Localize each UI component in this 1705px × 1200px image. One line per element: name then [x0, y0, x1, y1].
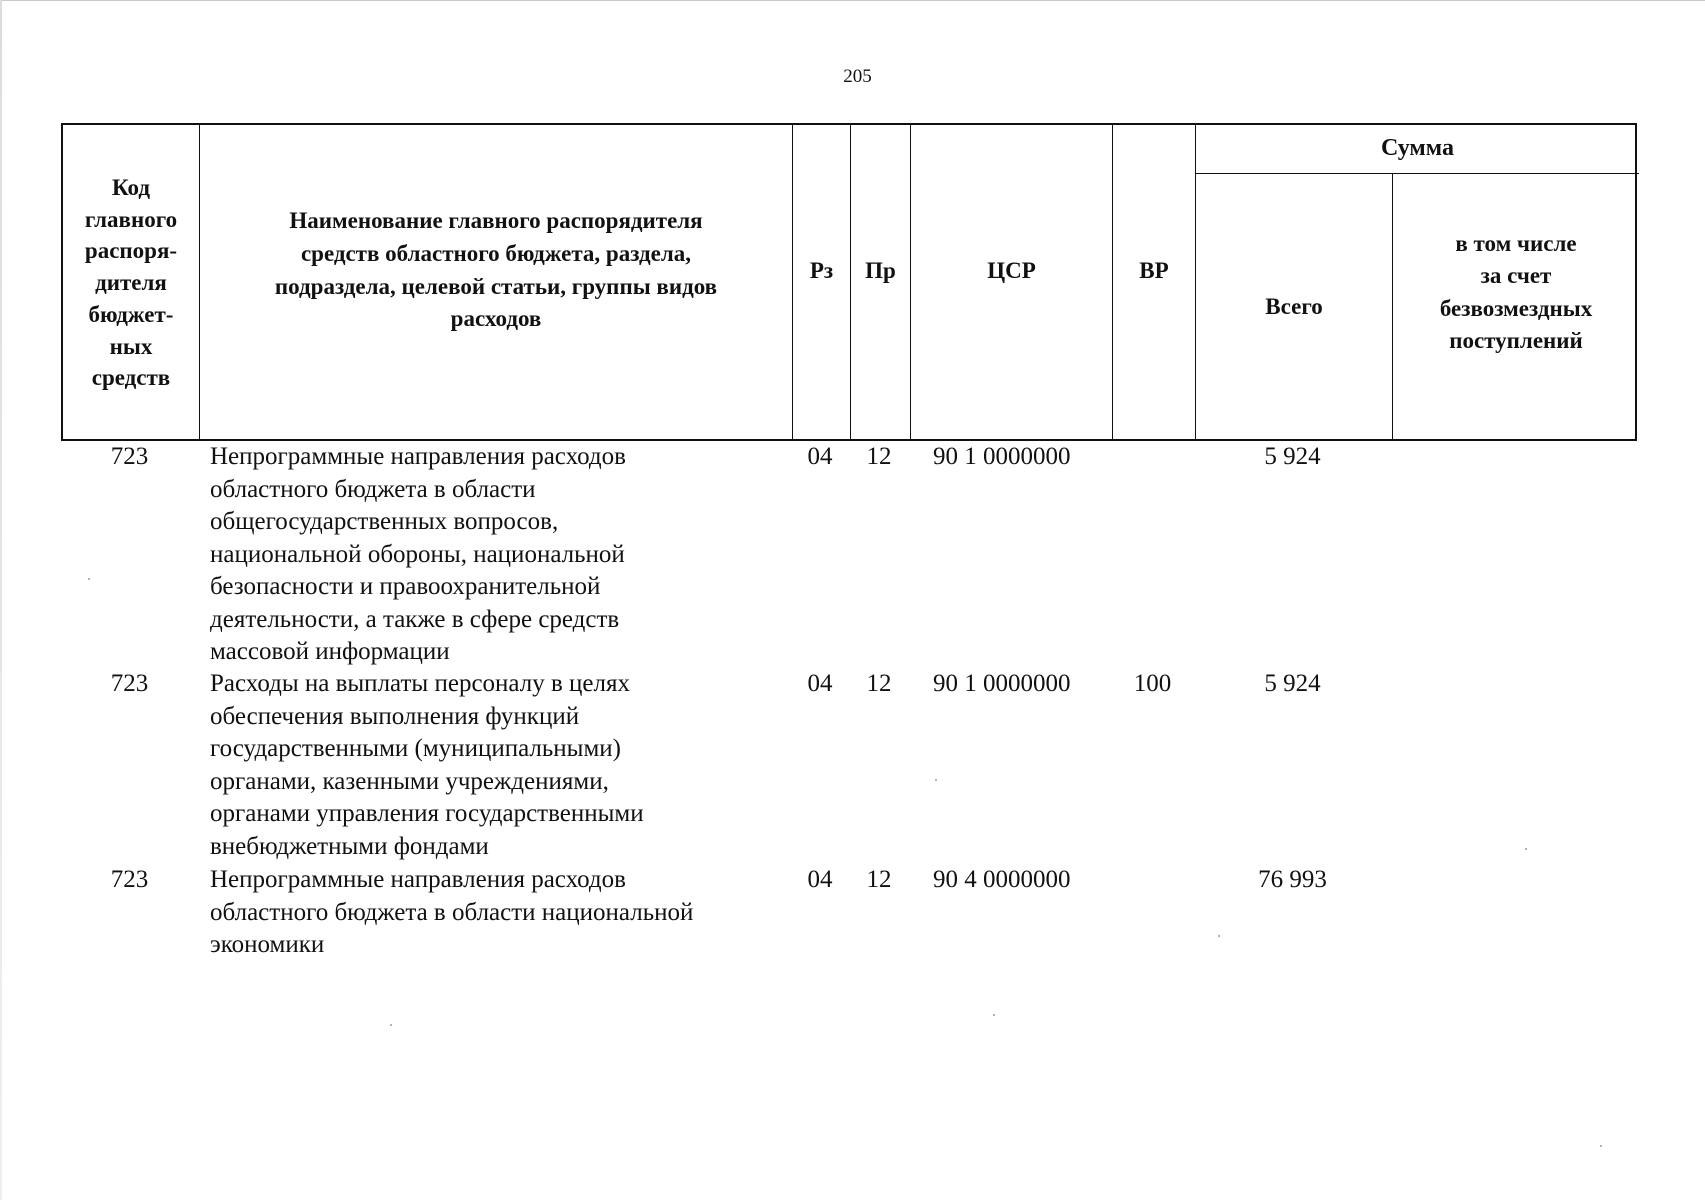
scan-speck	[88, 578, 90, 580]
scan-speck	[935, 779, 937, 781]
table-row	[61, 668, 1637, 864]
scan-speck	[1218, 935, 1220, 937]
row-vr	[1111, 864, 1194, 964]
row-pr: 12	[866, 443, 892, 470]
table-body	[61, 441, 1637, 964]
row-incl-gratis	[1391, 441, 1637, 669]
row-pr: 12	[866, 670, 892, 697]
row-total: 5 924	[1264, 443, 1321, 470]
scan-speck	[1525, 848, 1527, 850]
row-csr: 90 1 0000000	[933, 670, 1071, 697]
row-total: 76 993	[1258, 866, 1327, 893]
scan-speck	[993, 1014, 995, 1016]
row-csr: 90 1 0000000	[933, 443, 1071, 470]
row-rz: 04	[807, 443, 833, 470]
header-incl-gratis: в том числе за счет безвозмездных поступлений	[1439, 231, 1593, 353]
header-total: Всего	[1196, 174, 1393, 441]
row-code: 723	[110, 670, 149, 697]
header-rz: Рз	[793, 125, 851, 441]
row-pr: 12	[866, 866, 892, 893]
row-incl-gratis	[1391, 864, 1637, 964]
table-row	[61, 864, 1637, 964]
row-vr: 100	[1133, 670, 1172, 697]
row-code: 723	[110, 443, 149, 470]
row-vr	[1111, 441, 1194, 669]
scan-edge-top	[0, 0, 1705, 1]
header-code: Код главного распоря- дителя бюджет- ных средств	[63, 125, 200, 441]
row-rz: 04	[807, 866, 833, 893]
scan-speck	[1600, 1145, 1602, 1147]
row-name: Непрограммные направления расходов областного бюджета в области национальной экономики	[210, 866, 694, 958]
header-sum: Сумма	[1196, 125, 1639, 174]
header-vr: ВР	[1113, 125, 1196, 441]
header-csr: ЦСР	[911, 125, 1113, 441]
table-header	[61, 123, 1637, 441]
row-csr: 90 4 0000000	[933, 866, 1071, 893]
header-pr: Пр	[851, 125, 911, 441]
row-name: Непрограммные направления расходов областного бюджета в области общегосударственных вопросов, национальной обороны, национальной безопасности и правоохранительной деятельности, а также в сфере средств массовой информации	[210, 443, 626, 665]
table-row	[61, 441, 1637, 668]
header-name: Наименование главного распорядителя средств областного бюджета, раздела, подраздела, целевой статьи, группы видов расходов	[200, 125, 793, 441]
scan-edge-left	[0, 0, 2, 1200]
row-total: 5 924	[1264, 670, 1321, 697]
row-incl-gratis	[1391, 668, 1637, 864]
row-code: 723	[110, 866, 149, 893]
page-number: 205	[843, 66, 872, 87]
row-name: Расходы на выплаты персоналу в целях обеспечения выполнения функций государственными (муниципальными) органами, казенными учреждениями, органами управления государственными внебюджетными фондами	[210, 670, 644, 860]
row-rz: 04	[807, 670, 833, 697]
scan-speck	[390, 1024, 392, 1026]
